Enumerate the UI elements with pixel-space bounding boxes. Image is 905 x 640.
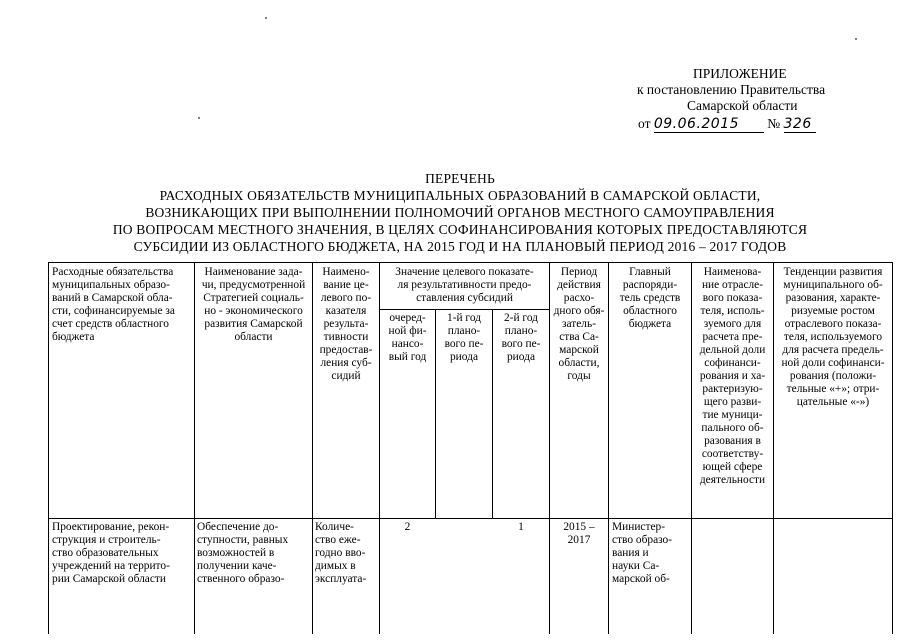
row-plan-year-2-value: 1 [518,521,524,533]
scan-speck [855,38,857,40]
table-top-border [48,262,893,263]
header-target-indicator: Наимено- вание це- левого по- казателя результа- тивности предостав- ления суб- сидий [319,266,373,382]
title-line: ВОЗНИКАЮЩИХ ПРИ ВЫПОЛНЕНИИ ПОЛНОМОЧИЙ ОРГАНОВ МЕСТНОГО САМОУПРАВЛЕНИЯ [145,205,775,220]
col-border [48,262,49,634]
appendix-date-line [638,116,816,133]
row-main-administrator: Министер- ство образо- вания и науки Са- марской об- [612,521,673,585]
title-line: ПО ВОПРОСАМ МЕСТНОГО ЗНАЧЕНИЯ, В ЦЕЛЯХ СОФИНАНСИРОВАНИЯ КОТОРЫХ ПРЕДОСТАВЛЯЮТСЯ [112,222,808,237]
scan-speck [265,17,267,19]
from-label: от [638,116,651,131]
col-border [194,262,195,634]
appendix-region-line: Самарской области [687,98,798,113]
title-line: СУБСИДИИ ИЗ ОБЛАСТНОГО БЮДЖЕТА, НА 2015 ГОД И НА ПЛАНОВЫЙ ПЕРИОД 2016 – 2017 ГОДОВ [133,239,787,254]
group-header-divider [379,309,549,310]
col-border [773,262,774,634]
header-plan-year-1: 1-й год плано- вого пе- риода [444,312,484,363]
scan-speck [198,117,200,119]
appendix-heading: ПРИЛОЖЕНИЕ [693,66,787,81]
header-development-trends: Тенденции развития муниципального об- разования, характе- ризуемые ростом отраслевого показа- теля, используемого для расчета предель- ной доли софинанси- рования (положи- тельные «+»; отри- цательные «-») [781,266,885,408]
header-bottom-border [48,518,893,519]
handwritten-number: 326 [783,116,812,132]
header-obligations: Расходные обязательства муниципальных образо- ваний в Самарской обла- сти, софинансируемые за счет средств областного бюджета [52,266,175,343]
number-field [784,116,816,133]
number-label: № [767,116,781,131]
header-indicator-value-group: Значение целевого показате- ля результативности предо- ставления субсидий [395,266,534,304]
row-strategy-task: Обеспечение до- ступности, равных возможностей в получении каче- ственного образо- [197,521,289,585]
obligations-table [48,262,893,634]
col-border [312,262,313,634]
row-current-year-value: 2 [404,521,411,533]
document-title [40,170,880,255]
row-obligation: Проектирование, рекон- струкция и строитель- ство образовательных учреждений на террито- рии Самарской области [52,521,170,585]
header-plan-year-2: 2-й год плано- вого пе- риода [501,312,541,363]
row-target-indicator: Количе- ство еже- годно вво- димых в эксплуата- [315,521,367,585]
col-border [892,262,893,634]
appendix-decree-line: к постановлению Правительства [637,82,826,97]
title-line: ПЕРЕЧЕНЬ [425,171,495,186]
date-field [654,116,764,133]
header-strategy-task: Наименование зада- чи, предусмотренной Стратегией социаль- но - экономического развития Самарской области [201,266,306,343]
header-main-administrator: Главный распоряди- тель средств областного бюджета [619,266,681,330]
header-period: Период действия расхо- дного обя- затель- ства Са- марской области, годы [553,266,605,382]
header-current-year: очеред- ной фи- нансо- вый год [388,312,427,363]
title-line: РАСХОДНЫХ ОБЯЗАТЕЛЬСТВ МУНИЦИПАЛЬНЫХ ОБРАЗОВАНИЙ В САМАРСКОЙ ОБЛАСТИ, [159,188,761,203]
row-period: 2015 – 2017 [563,521,595,546]
handwritten-date: 09.06.2015 [653,116,740,132]
header-industry-indicator: Наименова- ние отрасле- вого показа- теля, исполь- зуемого для расчета пре- дельной доли софинанси- рования и ха- рактеризую- щего разви- тие муници- пального об- разования в соответству- ющей сфере деятельности [699,266,766,486]
